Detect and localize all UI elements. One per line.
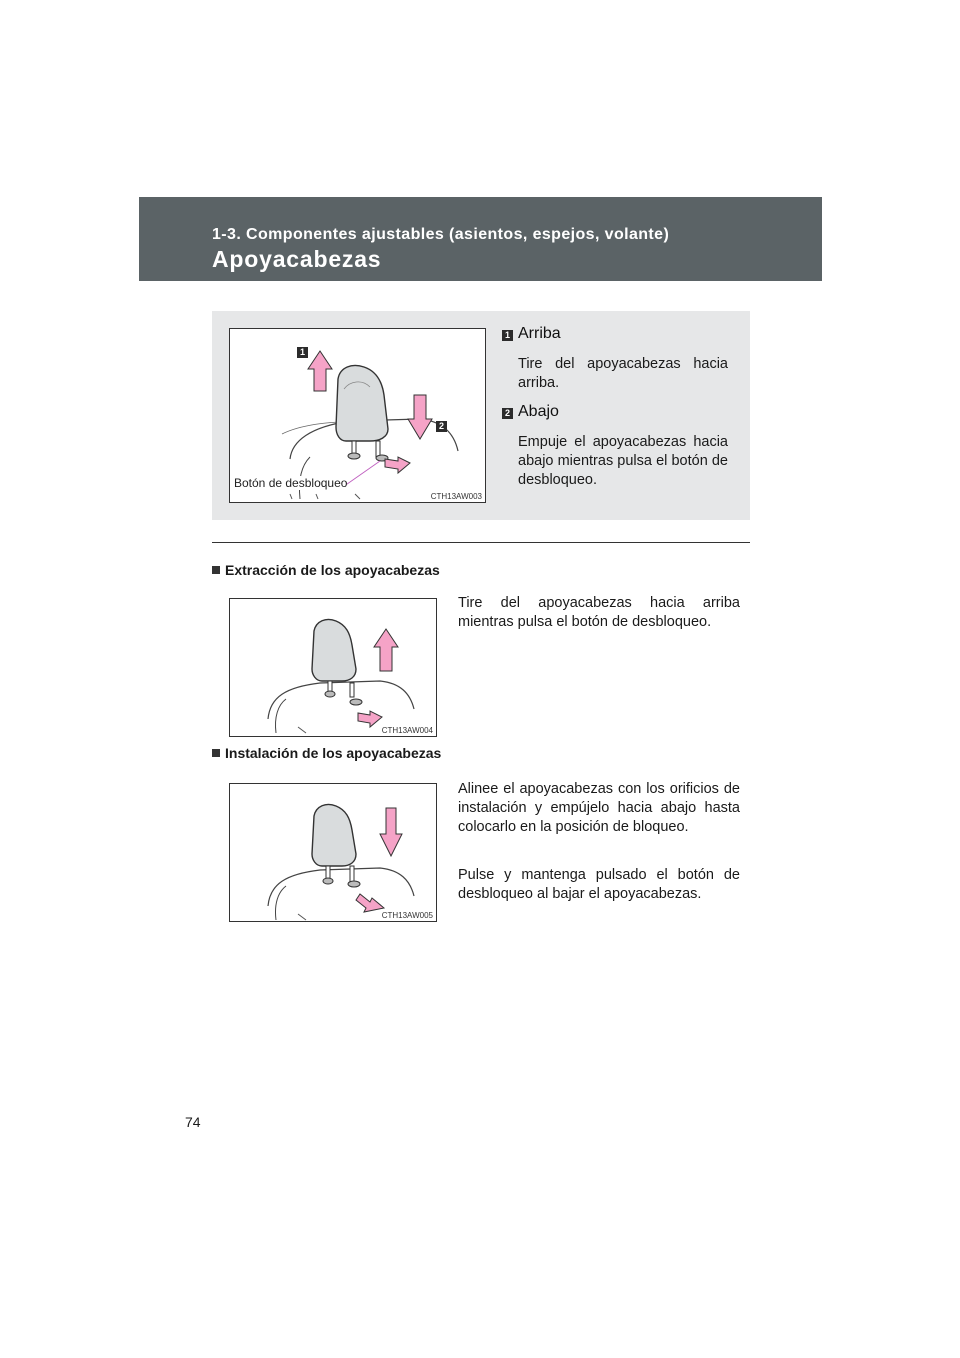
removal-text: Tire del apoyacabezas hacia arriba mientras pulsa el botón de desbloqueo. bbox=[458, 595, 740, 630]
step-text-up: Tire del apoyacabezas hacia arriba. bbox=[518, 356, 728, 391]
bullet-square-icon bbox=[212, 749, 220, 757]
step-badge-2: 2 bbox=[502, 408, 513, 419]
installation-text-2: Pulse y mantenga pulsado el botón de desbloqueo al bajar el apoyacabezas. bbox=[458, 867, 740, 902]
release-button-label: Botón de desbloqueo bbox=[234, 476, 348, 490]
section-header bbox=[139, 197, 822, 281]
removal-figure bbox=[229, 598, 437, 737]
page-number: 74 bbox=[185, 1114, 201, 1130]
removal-illustration bbox=[230, 599, 436, 736]
bullet-square-icon bbox=[212, 566, 220, 574]
adjustment-panel bbox=[212, 311, 750, 520]
figure-badge-2: 2 bbox=[436, 421, 447, 432]
step-title-up: Arriba bbox=[518, 325, 561, 342]
step-title-down: Abajo bbox=[518, 403, 559, 420]
section-title: 1-3. Componentes ajustables (asientos, espejos, volante) bbox=[212, 226, 670, 243]
section-divider bbox=[212, 542, 750, 543]
step-text-down: Empuje el apoyacabezas hacia abajo mientras pulsa el botón de desbloqueo. bbox=[518, 434, 728, 488]
step-badge-1: 1 bbox=[502, 330, 513, 341]
installation-figure-code: CTH13AW005 bbox=[381, 911, 433, 920]
installation-figure bbox=[229, 783, 437, 922]
installation-text-1: Alinee el apoyacabezas con los orificios de instalación y empújelo hacia abajo hasta colocarlo en la posición de bloqueo. bbox=[458, 781, 740, 835]
installation-heading: Instalación de los apoyacabezas bbox=[212, 745, 441, 761]
page-title: Apoyacabezas bbox=[212, 246, 382, 272]
figure-badge-1: 1 bbox=[297, 347, 308, 358]
installation-illustration bbox=[230, 784, 436, 921]
removal-figure-code: CTH13AW004 bbox=[381, 726, 433, 735]
headrest-adjust-figure bbox=[229, 328, 486, 503]
removal-heading: Extracción de los apoyacabezas bbox=[212, 562, 440, 578]
figure-code: CTH13AW003 bbox=[430, 492, 482, 501]
